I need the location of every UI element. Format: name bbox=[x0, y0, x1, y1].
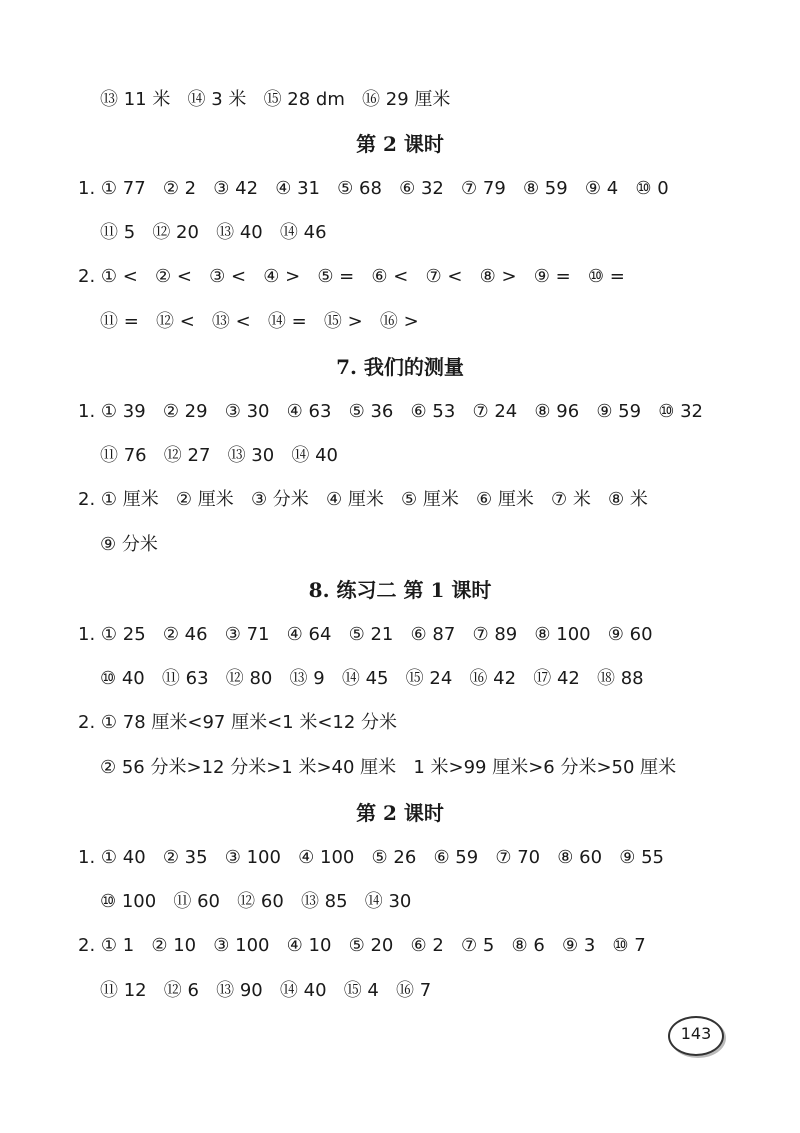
answer-line-2: ⑪ 5 ⑫ 20 ⑬ 40 ⑭ 46 bbox=[100, 222, 327, 243]
heading-lesson-2-b: 第 2 课时 bbox=[356, 801, 444, 825]
answer-line-14: ⑩ 100 ⑪ 60 ⑫ 60 ⑬ 85 ⑭ 30 bbox=[100, 891, 412, 912]
answer-line-10: ⑩ 40 ⑪ 63 ⑫ 80 ⑬ 9 ⑭ 45 ⑮ 24 ⑯ 42 ⑰ 42 ⑱ 88 bbox=[100, 668, 644, 689]
answer-line-3: 2. ① < ② < ③ < ④ > ⑤ = ⑥ < ⑦ < ⑧ > ⑨ = ⑩ = bbox=[78, 266, 625, 287]
heading-section-8: 8. 练习二 第 1 课时 bbox=[308, 578, 492, 602]
answer-line-6: ⑪ 76 ⑫ 27 ⑬ 30 ⑭ 40 bbox=[100, 445, 338, 466]
answer-line-16: ⑪ 12 ⑫ 6 ⑬ 90 ⑭ 40 ⑮ 4 ⑯ 7 bbox=[100, 980, 432, 1001]
answer-line-12: ② 56 分米>12 分米>1 米>40 厘米 1 米>99 厘米>6 分米>50 厘米 bbox=[100, 757, 677, 778]
answer-line-7: 2. ① 厘米 ② 厘米 ③ 分米 ④ 厘米 ⑤ 厘米 ⑥ 厘米 ⑦ 米 ⑧ 米 bbox=[78, 489, 648, 510]
answer-line-9: 1. ① 25 ② 46 ③ 71 ④ 64 ⑤ 21 ⑥ 87 ⑦ 89 ⑧ 100 ⑨ 60 bbox=[78, 624, 653, 645]
heading-section-7: 7. 我们的测量 bbox=[336, 355, 464, 379]
page-number-badge bbox=[668, 1016, 724, 1056]
heading-lesson-2: 第 2 课时 bbox=[356, 132, 444, 156]
answer-line-5: 1. ① 39 ② 29 ③ 30 ④ 63 ⑤ 36 ⑥ 53 ⑦ 24 ⑧ 96 ⑨ 59 ⑩ 32 bbox=[78, 401, 704, 422]
answer-line-13: 1. ① 40 ② 35 ③ 100 ④ 100 ⑤ 26 ⑥ 59 ⑦ 70 ⑧ 60 ⑨ 55 bbox=[78, 847, 664, 868]
answer-line-1: 1. ① 77 ② 2 ③ 42 ④ 31 ⑤ 68 ⑥ 32 ⑦ 79 ⑧ 59 ⑨ 4 ⑩ 0 bbox=[78, 178, 669, 199]
answer-line-11: 2. ① 78 厘米<97 厘米<1 米<12 分米 bbox=[78, 712, 398, 733]
answer-line-0: ⑬ 11 米 ⑭ 3 米 ⑮ 28 dm ⑯ 29 厘米 bbox=[100, 89, 451, 110]
answer-line-15: 2. ① 1 ② 10 ③ 100 ④ 10 ⑤ 20 ⑥ 2 ⑦ 5 ⑧ 6 ⑨ 3 ⑩ 7 bbox=[78, 935, 646, 956]
page-number: 143 bbox=[680, 1024, 712, 1043]
answer-line-4: ⑪ = ⑫ < ⑬ < ⑭ = ⑮ > ⑯ > bbox=[100, 311, 419, 332]
answer-line-8: ⑨ 分米 bbox=[100, 534, 158, 555]
